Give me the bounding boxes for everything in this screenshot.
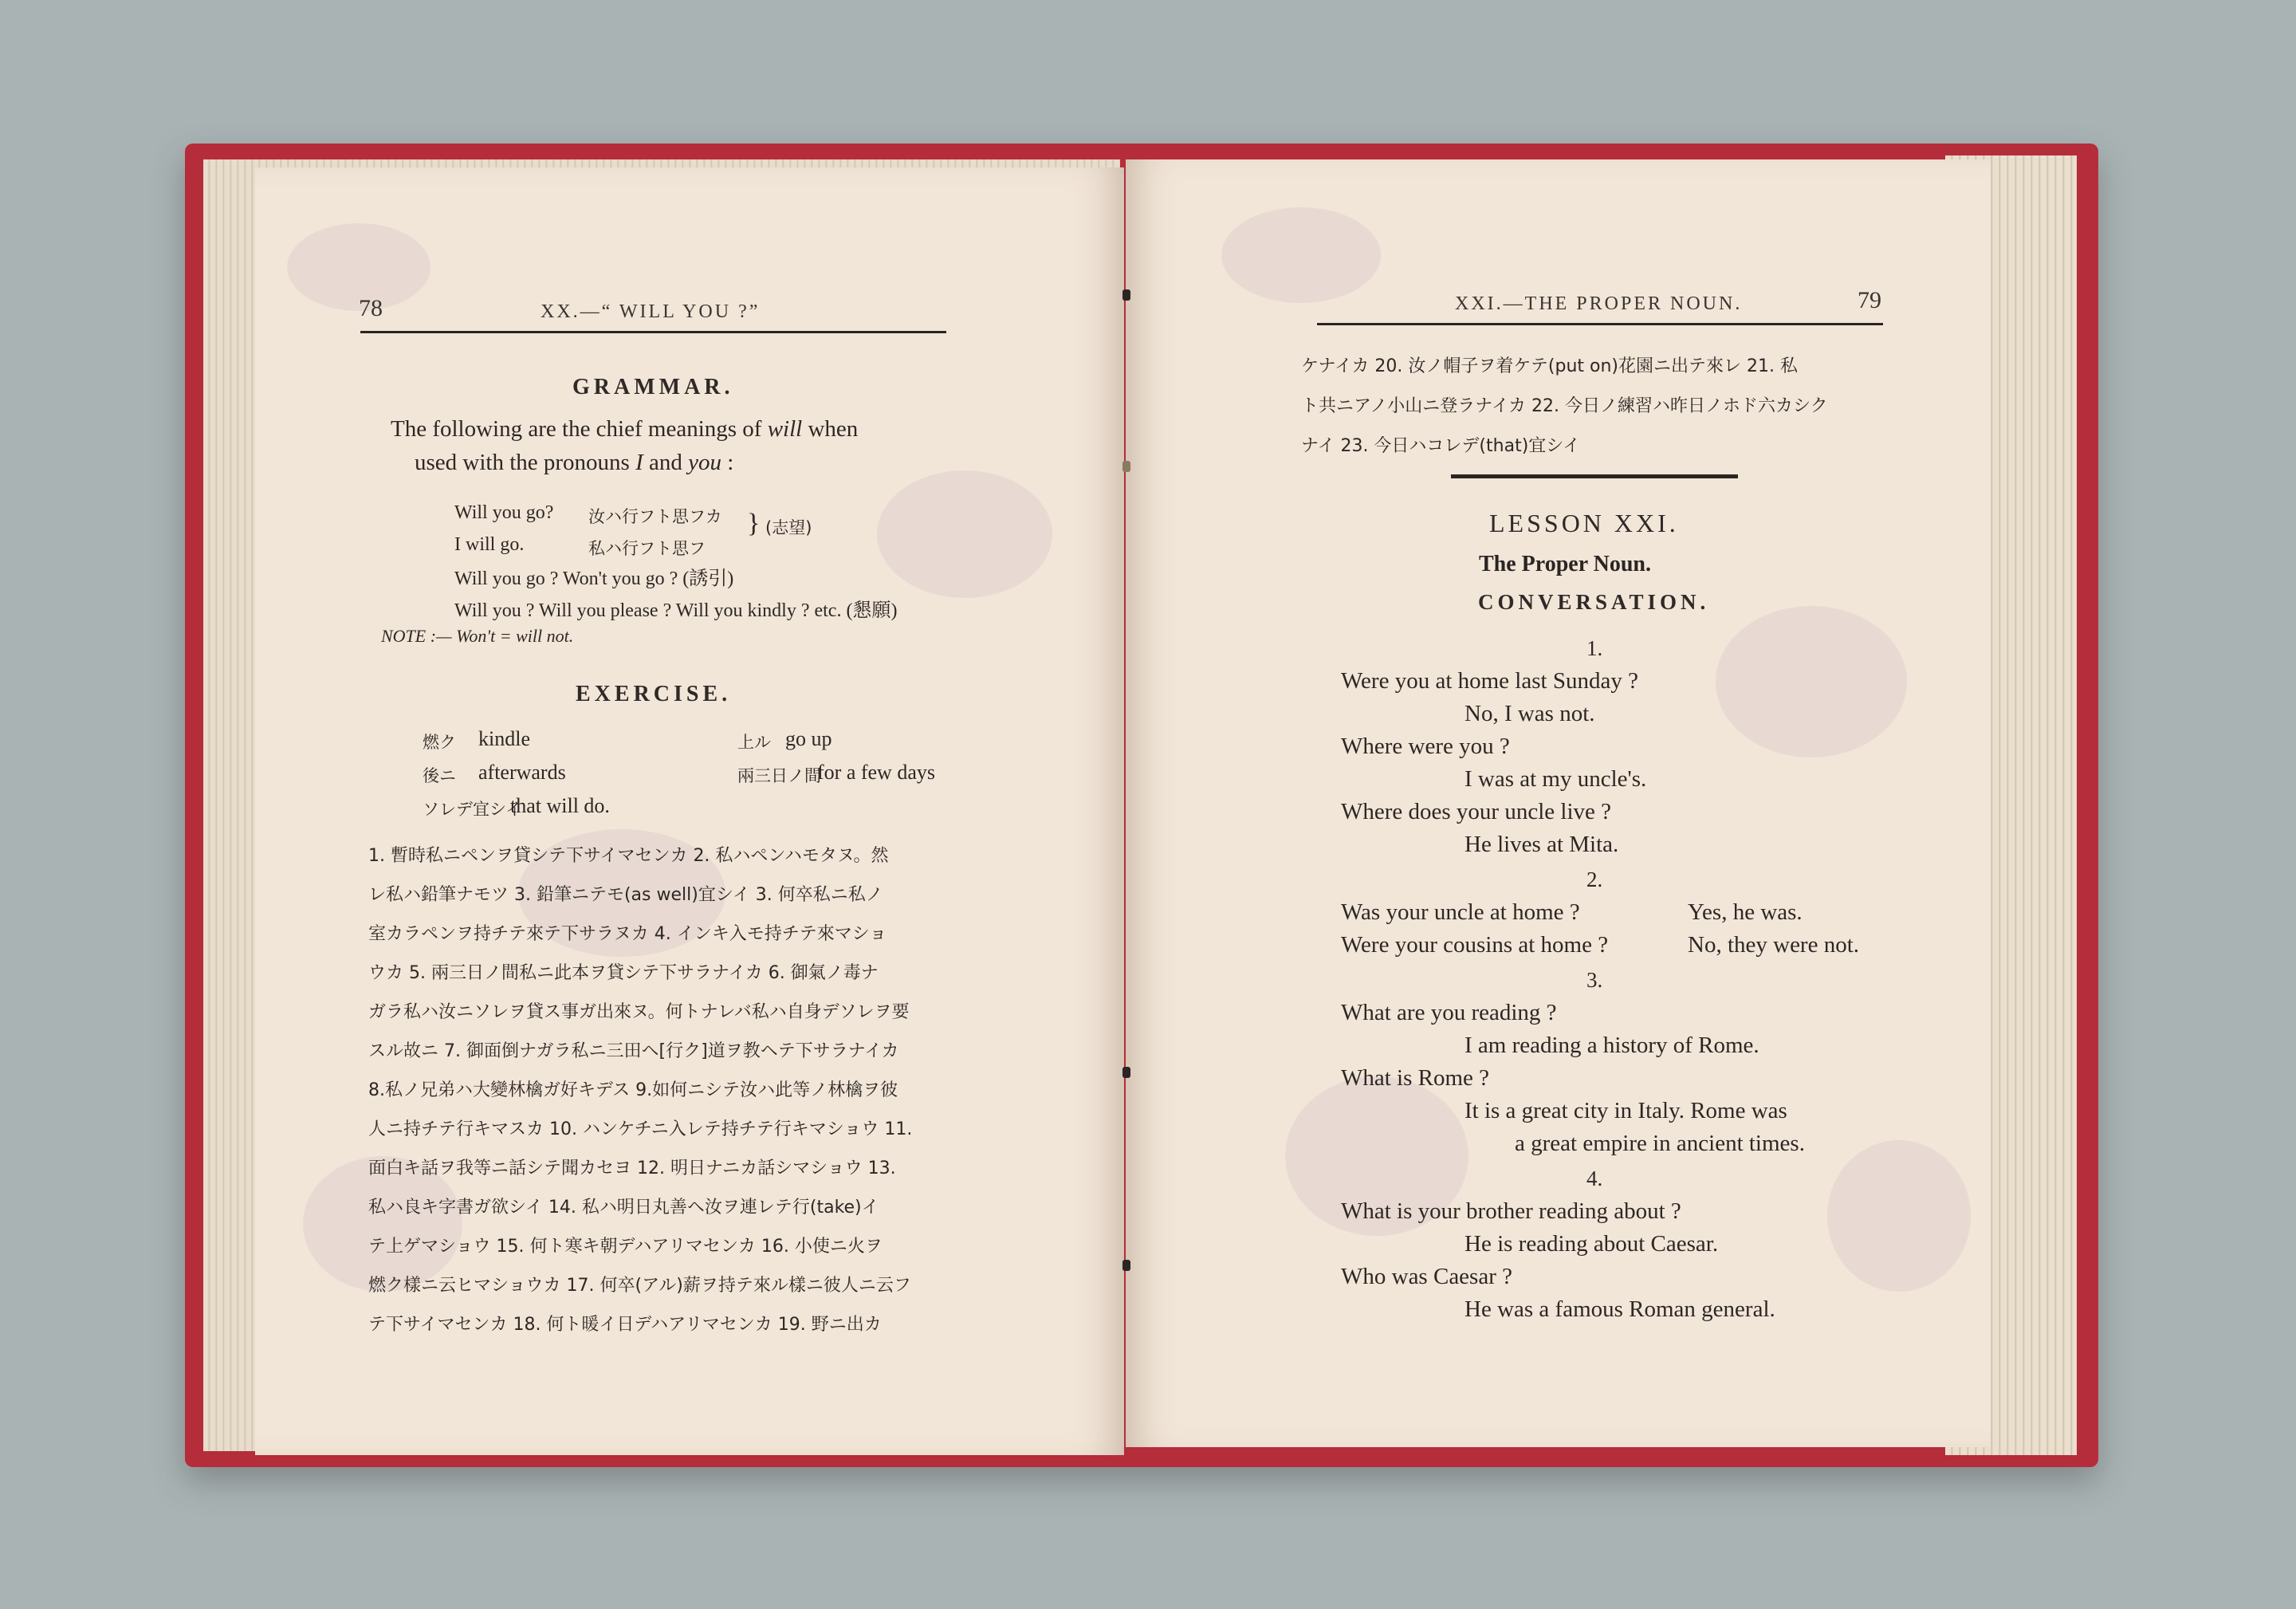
usage-example-en: Will you go?	[454, 502, 554, 523]
lesson-title: LESSON XXI.	[1489, 509, 1679, 537]
conversation-line: Was your uncle at home ?	[1341, 899, 1580, 925]
conversation-line: I am reading a history of Rome.	[1464, 1033, 1759, 1058]
conversation-line: No, I was not.	[1464, 701, 1595, 726]
conversation-line: Were you at home last Sunday ?	[1341, 668, 1638, 694]
binding-stitch	[1122, 1260, 1130, 1271]
usage-example-jp: 私ハ行フト思フ	[588, 539, 706, 558]
vocab-en: kindle	[478, 727, 530, 750]
grammar-heading: GRAMMAR.	[572, 375, 734, 399]
conversation-line: Where does your uncle live ?	[1341, 799, 1611, 824]
exercise-line: テ上ゲマショウ 15. 何ト寒キ朝デハアリマセンカ 16. 小使ニ火ヲ	[368, 1237, 883, 1257]
running-head: XXI.—THE PROPER NOUN.	[1455, 293, 1743, 314]
usage-example-jp: 汝ハ行フト思フカ	[588, 507, 722, 526]
grammar-intro-run: I	[635, 450, 643, 475]
conversation-line: What is your brother reading about ?	[1341, 1198, 1681, 1224]
section-number: 3.	[1586, 968, 1603, 992]
vocab-jp: 燃ク	[423, 733, 456, 752]
conversation-answer: Yes, he was.	[1688, 899, 1803, 925]
lesson-subtitle: The Proper Noun.	[1479, 552, 1651, 576]
conversation-heading: CONVERSATION.	[1478, 590, 1710, 614]
header-rule	[360, 331, 946, 333]
exercise-heading: EXERCISE.	[576, 682, 732, 706]
vocab-jp: 後ニ	[423, 766, 456, 785]
grammar-intro-run: used with the pronouns	[415, 450, 636, 475]
section-divider	[1451, 474, 1738, 478]
exercise-line: ケナイカ 20. 汝ノ帽子ヲ着ケテ(put on)花園ニ出テ來レ 21. 私	[1301, 356, 1798, 376]
conversation-line: What are you reading ?	[1341, 1000, 1557, 1025]
exercise-line: 室カラペンヲ持チテ來テ下サラヌカ 4. インキ入モ持チテ來マショ	[368, 924, 887, 944]
exercise-line: 8.私ノ兄弟ハ大變林檎ガ好キデス 9.如何ニシテ汝ハ此等ノ林檎ヲ彼	[368, 1080, 898, 1100]
vocab-jp: 上ル	[737, 733, 771, 752]
page-stain	[1716, 606, 1907, 757]
exercise-line: 私ハ良キ字書ガ欲シイ 14. 私ハ明日丸善ヘ汝ヲ連レテ行(take)イ	[368, 1198, 879, 1218]
usage-example-en: I will go.	[454, 534, 525, 555]
exercise-line: 1. 暫時私ニペンヲ貸シテ下サイマセンカ 2. 私ハペンハモタヌ。然	[368, 846, 889, 866]
conversation-line: I was at my uncle's.	[1464, 766, 1647, 792]
binding-stitch	[1122, 1067, 1130, 1078]
usage-line-4: Will you ? Will you please ? Will you kindly ? etc. (懇願)	[454, 600, 898, 621]
binding-stitch	[1122, 461, 1130, 472]
exercise-line: テ下サイマセンカ 18. 何ト暖イ日デハアリマセンカ 19. 野ニ出カ	[368, 1315, 882, 1335]
vocab-en: go up	[785, 727, 832, 750]
usage-bracket-note: (志望)	[765, 518, 812, 537]
conversation-answer: No, they were not.	[1688, 932, 1860, 958]
page-number: 79	[1858, 287, 1881, 313]
grammar-intro-line-2	[415, 450, 733, 476]
header-rule	[1317, 323, 1883, 325]
exercise-line: ナイ 23. 今日ハコレデ(that)宜シイ	[1301, 436, 1581, 456]
exercise-line: レ私ハ鉛筆ナモツ 3. 鉛筆ニテモ(as well)宜シイ 3. 何卒私ニ私ノ	[368, 885, 883, 905]
exercise-line: 人ニ持チテ行キマスカ 10. ハンケチニ入レテ持チテ行キマショウ 11.	[368, 1119, 913, 1139]
conversation-line: He is reading about Caesar.	[1464, 1231, 1719, 1257]
grammar-intro-run: you	[688, 450, 722, 475]
vocab-en: for a few days	[817, 761, 935, 784]
conversation-line: What is Rome ?	[1341, 1065, 1490, 1091]
section-number: 4.	[1586, 1166, 1603, 1190]
grammar-intro-run: The following are the chief meanings of	[391, 416, 768, 442]
conversation-line: a great empire in ancient times.	[1515, 1131, 1805, 1156]
vocab-jp: ソレデ宜シイ	[423, 800, 522, 819]
conversation-line: He lives at Mita.	[1464, 832, 1619, 857]
vocab-jp: 兩三日ノ間	[737, 766, 821, 785]
grammar-intro-run: when	[802, 416, 859, 442]
note: NOTE :— Won't = will not.	[381, 626, 574, 646]
grammar-intro-run: and	[643, 450, 689, 475]
exercise-line: ウカ 5. 兩三日ノ間私ニ此本ヲ貸シテ下サラナイカ 6. 御氣ノ毒ナ	[368, 963, 879, 983]
section-number: 2.	[1586, 867, 1603, 891]
right-page	[1126, 159, 1991, 1447]
left-page	[255, 167, 1124, 1455]
grammar-intro-run: will	[767, 416, 803, 442]
page-stain	[877, 470, 1052, 598]
page-stain	[1221, 207, 1381, 303]
conversation-line: It is a great city in Italy. Rome was	[1464, 1098, 1787, 1123]
usage-line-3: Will you go ? Won't you go ? (誘引)	[454, 568, 734, 589]
conversation-line: Were your cousins at home ?	[1341, 932, 1609, 958]
bracket: }	[747, 509, 761, 538]
grammar-intro-line-1	[391, 416, 858, 443]
section-number: 1.	[1586, 636, 1603, 660]
exercise-line: 面白キ話ヲ我等ニ話シテ聞カセヨ 12. 明日ナニカ話シマショウ 13.	[368, 1159, 896, 1178]
exercise-line: スル故ニ 7. 御面倒ナガラ私ニ三田ヘ[行ク]道ヲ教ヘテ下サラナイカ	[368, 1041, 899, 1061]
exercise-line: 燃ク樣ニ云ヒマショウカ 17. 何卒(アル)薪ヲ持テ來ル樣ニ彼人ニ云フ	[368, 1276, 911, 1296]
running-head: XX.—“ WILL YOU ?”	[541, 301, 761, 322]
conversation-line: Who was Caesar ?	[1341, 1264, 1512, 1289]
vocab-en: afterwards	[478, 761, 566, 784]
page-number: 78	[359, 295, 383, 321]
conversation-line: Where were you ?	[1341, 734, 1510, 759]
page-stain	[1827, 1140, 1971, 1292]
binding-stitch	[1122, 289, 1130, 301]
vocab-en: that will do.	[510, 794, 610, 817]
exercise-line: ト共ニアノ小山ニ登ラナイカ 22. 今日ノ練習ハ昨日ノホド六カシク	[1301, 396, 1828, 416]
conversation-line: He was a famous Roman general.	[1464, 1296, 1775, 1322]
grammar-intro-run: :	[721, 450, 734, 475]
exercise-line: ガラ私ハ汝ニソレヲ貸ス事ガ出來ヌ。何トナレバ私ハ自身デソレヲ要	[368, 1002, 910, 1022]
